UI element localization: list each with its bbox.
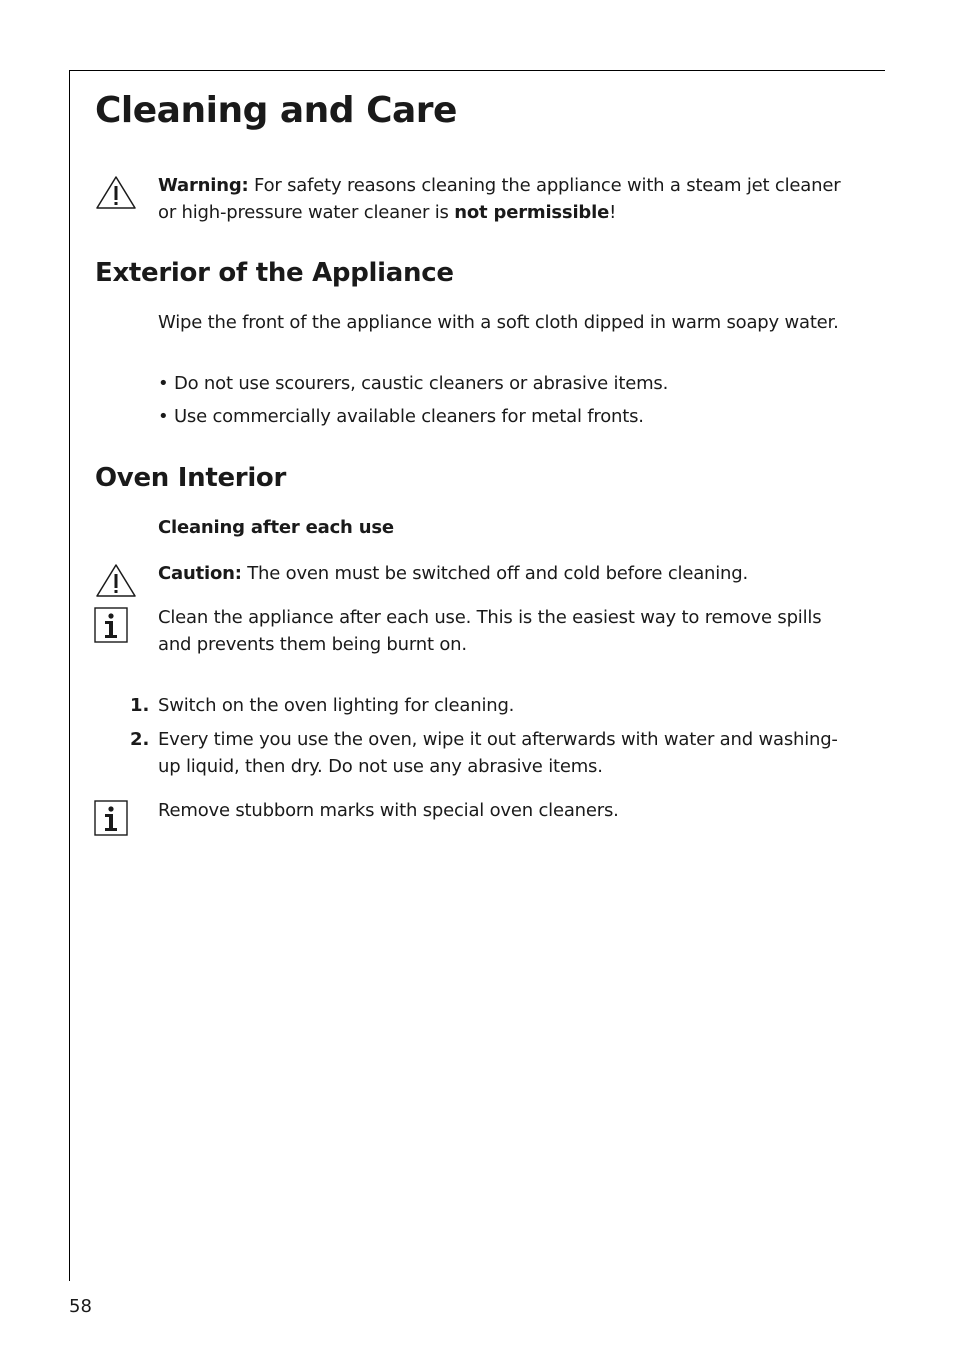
- caution-label: Caution:: [158, 563, 242, 584]
- caution-text: [158, 560, 858, 587]
- info-icon: [94, 800, 128, 836]
- info-text: Remove stubborn marks with special oven cleaners.: [158, 800, 619, 821]
- exterior-bullet: • Use commercially available cleaners for metal fronts.: [158, 406, 644, 427]
- section-heading-oven-interior: Oven Interior: [95, 463, 287, 493]
- left-rule: [69, 70, 70, 1281]
- page-title: Cleaning and Care: [95, 90, 457, 131]
- top-rule: [69, 70, 885, 71]
- page-number: 58: [69, 1296, 92, 1317]
- warning-triangle-icon: [94, 562, 138, 598]
- step-number: 1.: [130, 695, 150, 716]
- step-text: Every time you use the oven, wipe it out afterwards with water and washing-up liquid, then dry. Do not use any abrasive items.: [158, 729, 838, 777]
- warning-end: !: [609, 202, 617, 223]
- warning-triangle-icon: [94, 174, 138, 210]
- warning-emphasis: not permissible: [454, 202, 610, 223]
- info-text: Clean the appliance after each use. This is the easiest way to remove spills and prevents them being burnt on.: [158, 607, 822, 655]
- subheading-cleaning-after-use: Cleaning after each use: [158, 517, 394, 538]
- warning-label: Warning:: [158, 175, 249, 196]
- info-icon: [94, 607, 128, 643]
- warning-text: [158, 172, 858, 226]
- step-number: 2.: [130, 729, 150, 750]
- exterior-bullet: • Do not use scourers, caustic cleaners or abrasive items.: [158, 373, 669, 394]
- caution-body: The oven must be switched off and cold before cleaning.: [241, 563, 748, 584]
- exterior-intro: Wipe the front of the appliance with a soft cloth dipped in warm soapy water.: [158, 312, 839, 333]
- step-text: Switch on the oven lighting for cleaning.: [158, 695, 515, 716]
- warning-body: For safety reasons cleaning the appliance with a steam jet cleaner or high-pressure water cleaner is: [158, 175, 841, 223]
- section-heading-exterior: Exterior of the Appliance: [95, 258, 454, 288]
